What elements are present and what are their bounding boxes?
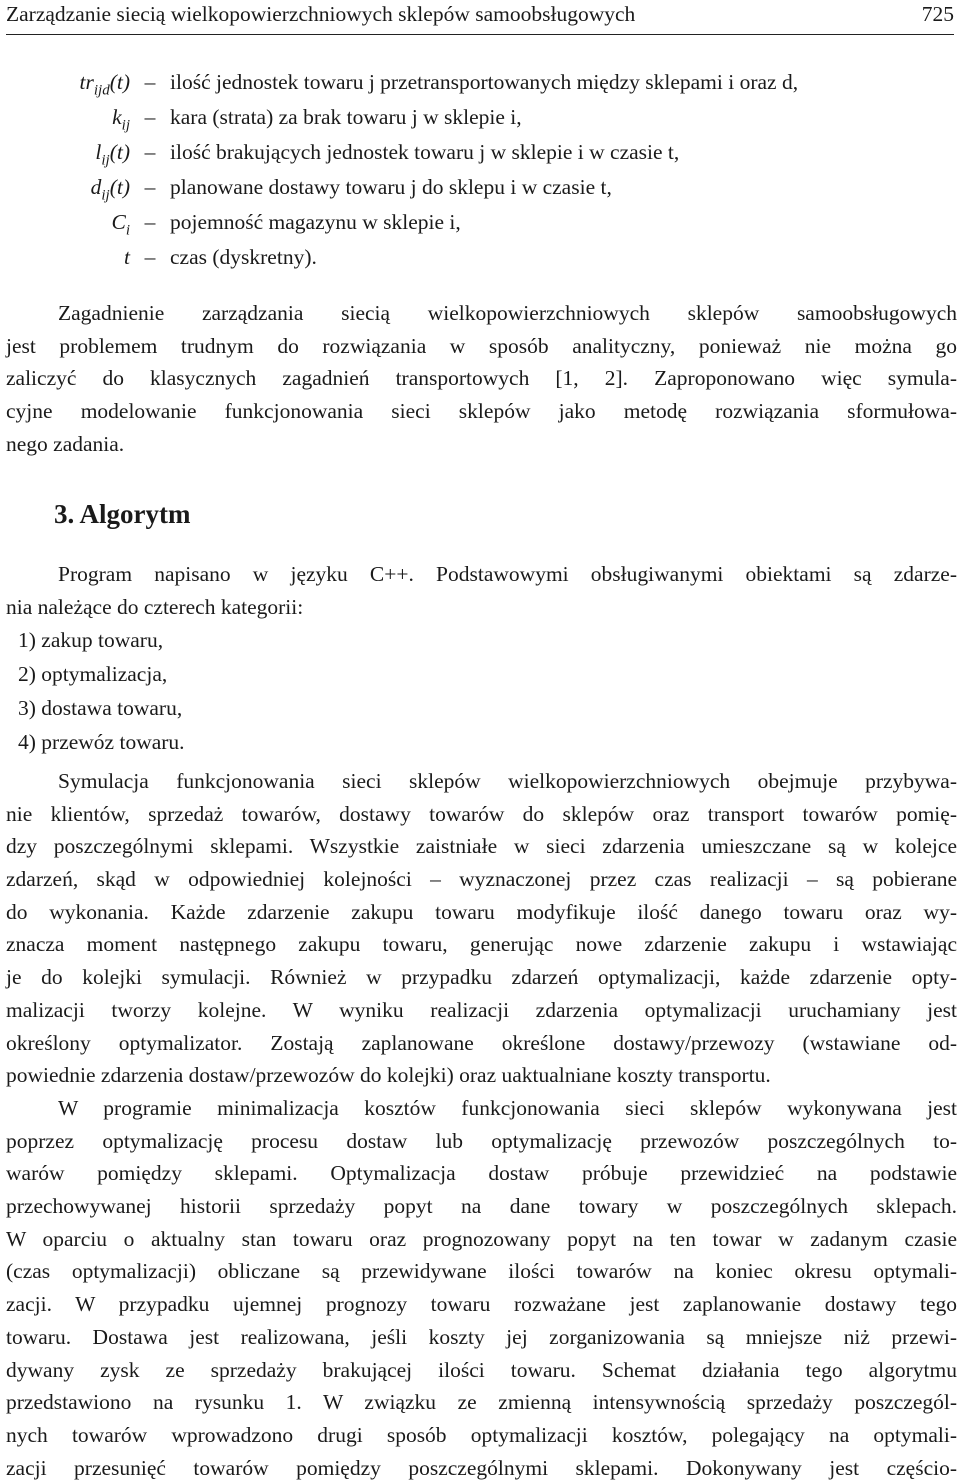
text-line: zacji. W przypadku ujemnej prognozy towaru rozważane jest zaplanowanie dostawy tego [6, 1292, 957, 1317]
running-title: Zarządzanie siecią wielkopowierzchniowych sklepów samoobsługowych [6, 2, 636, 26]
symbol-dash: – [144, 210, 156, 234]
text-line: dywany zysk ze sprzedaży brakującej ilości towaru. Schemat działania tego algorytmu [6, 1357, 957, 1382]
symbol-base: C [111, 210, 126, 234]
list-item: 1) zakup towaru, [18, 628, 164, 652]
paragraph-intro [6, 297, 957, 460]
list-item: 2) optymalizacja, [18, 662, 168, 686]
symbol-base: l [95, 140, 102, 164]
symbol-row [6, 70, 954, 105]
symbol [6, 175, 130, 204]
section-heading: 3. Algorytm [54, 499, 191, 529]
symbol-dash: – [144, 140, 156, 164]
text-line: malizacji tworzy kolejne. W wyniku realizacji zdarzenia optymalizacji uruchamiany jest [6, 997, 957, 1022]
symbol-row [6, 210, 954, 245]
symbol-description: planowane dostawy towaru j do sklepu i w czasie t, [170, 175, 612, 199]
list-item: 4) przewóz towaru. [18, 730, 185, 754]
text-line: jest problemem trudnym do rozwiązania w sposób analityczny, ponieważ nie można go [6, 333, 957, 358]
symbol-description: ilość jednostek towaru j przetransportowanych między sklepami i oraz d, [170, 70, 799, 94]
text-line: Program napisano w języku C++. Podstawowymi obsługiwanymi obiektami są zdarze- [58, 562, 957, 586]
paragraph-simulation [6, 765, 957, 1092]
symbol-description: pojemność magazynu w sklepie i, [170, 210, 461, 234]
symbol-dash: – [144, 70, 156, 94]
page-number: 725 [921, 2, 954, 26]
page-header [6, 0, 954, 35]
text-line: nie klientów, sprzedaż towarów, dostawy towarów do sklepów oraz transport towarów pomię- [6, 801, 957, 826]
symbol [6, 105, 130, 134]
text-line: cyjne modelowanie funkcjonowania sieci sklepów jako metodę rozwiązania sformułowa- [6, 399, 957, 424]
symbol [6, 140, 130, 169]
symbol-base: k [112, 105, 122, 129]
text-line: nego zadania. [6, 431, 125, 456]
text-line: znacza moment następnego zakupu towaru, generując nowe zdarzenie zakupu i wstawiając [6, 932, 957, 957]
text-line: (czas optymalizacji) obliczane są przewidywane ilości towarów na koniec okresu optymali- [6, 1259, 957, 1284]
text-line: powiednie zdarzenia dostaw/przewozów do kolejki) oraz uaktualniane koszty transportu. [6, 1063, 771, 1088]
text-line: Symulacja funkcjonowania sieci sklepów wielkopowierzchniowych obejmuje przybywa- [58, 769, 957, 793]
event-categories-list [18, 628, 185, 764]
text-line: zacji przesunięć towarów pomiędzy poszczególnymi sklepami. Dokonywany jest częścio- [6, 1455, 957, 1480]
symbol [6, 210, 130, 239]
symbol-base: t [124, 245, 130, 269]
symbol-row [6, 175, 954, 210]
symbol [6, 245, 130, 270]
symbol-row [6, 140, 954, 175]
text-line: przechowywanej historii sprzedaży popyt na dane towary w poszczególnych sklepach. [6, 1194, 957, 1219]
symbol-subscript: ij [101, 187, 110, 204]
symbol-subscript: ij [101, 152, 110, 169]
symbol-row [6, 245, 954, 280]
text-line: je do kolejki symulacji. Również w przypadku zdarzeń optymalizacji, każde zdarzenie opty- [6, 965, 957, 990]
text-line: nia należące do czterech kategorii: [6, 594, 304, 619]
text-line: zdarzeń, skąd w odpowiedniej kolejności – wyznaczonej przez czas realizacji – są pobierane [6, 867, 957, 892]
symbol-description: ilość brakujących jednostek towaru j w sklepie i w czasie t, [170, 140, 680, 164]
text-line: Zagadnienie zarządzania siecią wielkopowierzchniowych sklepów samoobsługowych [58, 301, 957, 325]
text-line: dzy poszczególnymi sklepami. Wszystkie zaistniałe w sieci zdarzenia umieszczane są w kolejce [6, 834, 957, 859]
symbol-argument: (t) [109, 140, 130, 164]
symbol-subscript: ij [121, 117, 130, 134]
text-line: warów pomiędzy sklepami. Optymalizacja dostaw próbuje przewidzieć na podstawie [6, 1161, 957, 1186]
symbol-row [6, 105, 954, 140]
text-line: nych towarów wprowadzono drugi sposób optymalizacji kosztów, polegający na optymali- [6, 1422, 957, 1447]
text-line: do wykonania. Każde zdarzenie zakupu towaru modyfikuje ilość danego towaru oraz wy- [6, 899, 957, 924]
symbol-subscript: ijd [93, 82, 110, 99]
symbol-description: czas (dyskretny). [170, 245, 317, 269]
text-line: W oparciu o aktualny stan towaru oraz prognozowany popyt na ten towar w zadanym czasie [6, 1226, 957, 1251]
text-line: towaru. Dostawa jest realizowana, jeśli koszty jej zorganizowania są mniejsze niż przewi- [6, 1324, 957, 1349]
text-line: W programie minimalizacja kosztów funkcjonowania sieci sklepów wykonywana jest [58, 1096, 957, 1120]
text-line: zaliczyć do klasycznych zagadnień transportowych [1, 2]. Zaproponowano więc symula- [6, 366, 957, 391]
symbol-dash: – [144, 175, 156, 199]
symbol-subscript: i [125, 222, 130, 239]
list-item: 3) dostawa towaru, [18, 696, 183, 720]
text-line: przedstawiono na rysunku 1. W związku ze zmienną intensywnością sprzedaży poszczegól- [6, 1390, 957, 1415]
paragraph-minimization [6, 1092, 957, 1484]
symbol [6, 70, 130, 99]
text-line: poprzez optymalizację procesu dostaw lub optymalizację przewozów poszczególnych to- [6, 1128, 957, 1153]
symbol-argument: (t) [109, 175, 130, 199]
symbol-argument: (t) [109, 70, 130, 94]
symbol-dash: – [144, 105, 156, 129]
paragraph-program [6, 558, 957, 623]
symbol-definitions [6, 70, 954, 280]
symbol-base: d [90, 175, 102, 199]
symbol-base: tr [79, 70, 94, 94]
symbol-dash: – [144, 245, 156, 269]
text-line: określony optymalizator. Zostają zaplanowane określone dostawy/przewozy (wstawiane od- [6, 1030, 957, 1055]
symbol-description: kara (strata) za brak towaru j w sklepie i, [170, 105, 522, 129]
